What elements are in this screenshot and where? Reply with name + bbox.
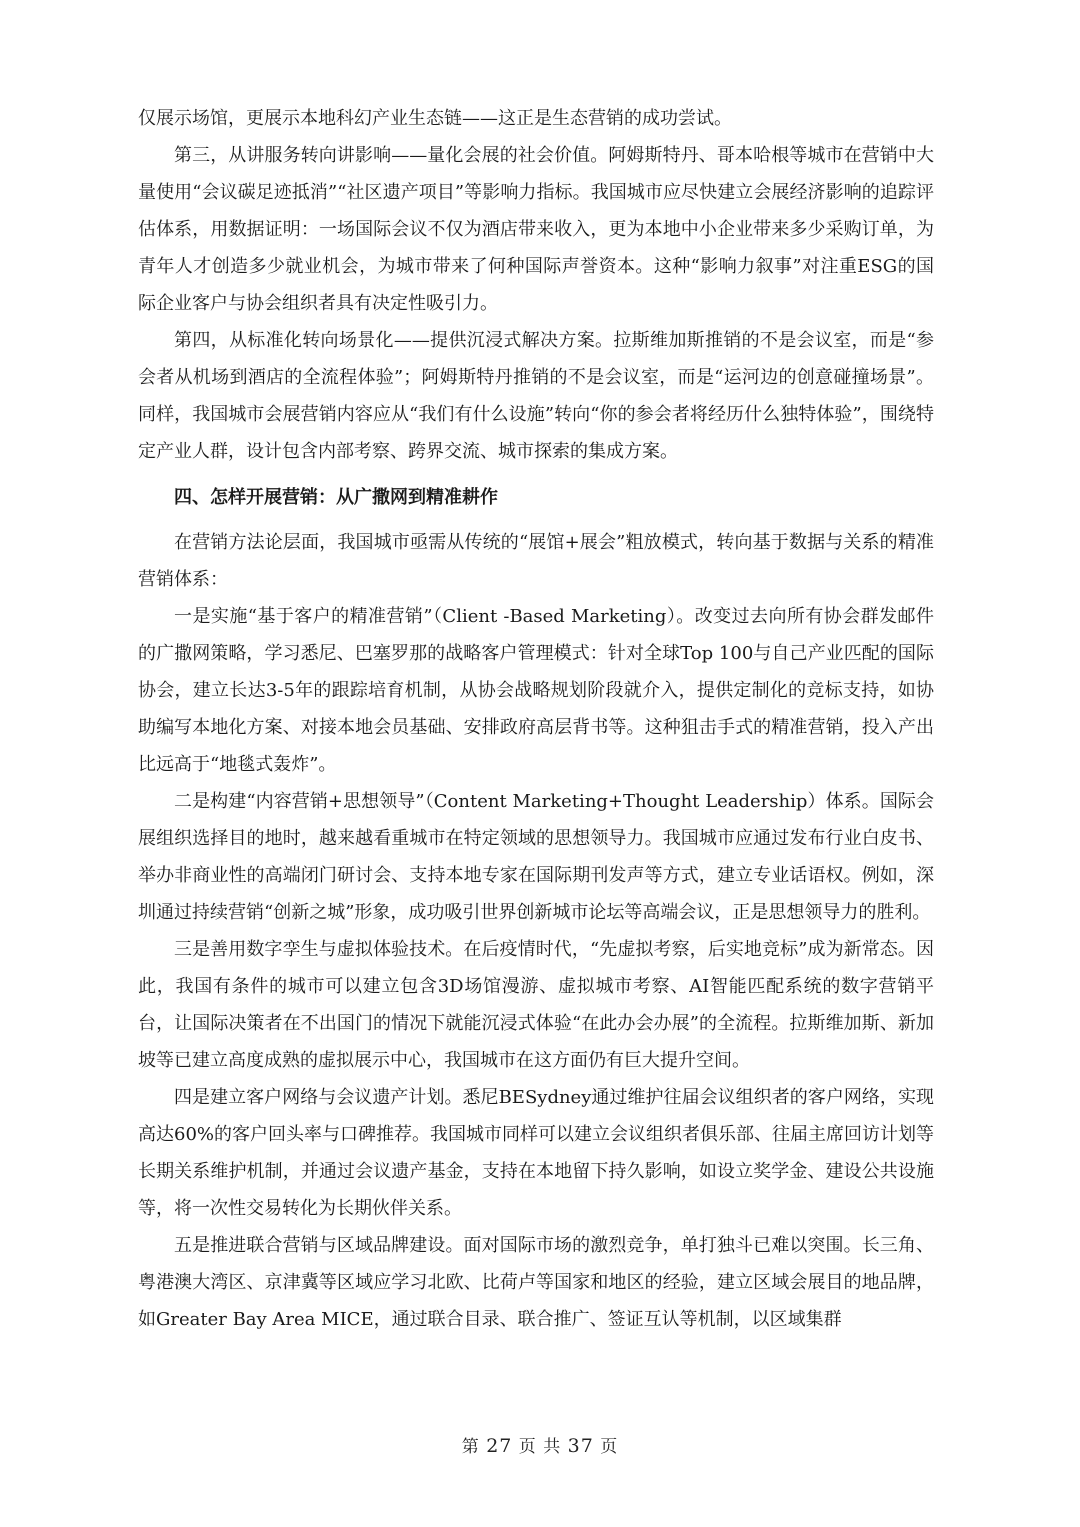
total-pages-number: 37 (567, 1435, 594, 1457)
footer-middle: 页 共 (518, 1437, 562, 1457)
paragraph: 三是善用数字孪生与虚拟体验技术。在后疫情时代，“先虚拟考察，后实地竞标”成为新常态。因此，我国有条件的城市可以建立包含3D场馆漫游、虚拟城市考察、AI智能匹配系统的数字营销平台，让国际决策者在不出国门的情况下就能沉浸式体验“在此办会办展”的全流程。拉斯维加斯、新加坡等已建立高度成熟的虚拟展示中心，我国城市在这方面仍有巨大提升空间。 (138, 939, 934, 1071)
footer-prefix: 第 (461, 1437, 480, 1457)
paragraph: 在营销方法论层面，我国城市亟需从传统的“展馆+展会”粗放模式，转向基于数据与关系的精准营销体系： (138, 532, 934, 590)
current-page-number: 27 (486, 1435, 513, 1457)
paragraph: 五是推进联合营销与区域品牌建设。面对国际市场的激烈竞争，单打独斗已难以突围。长三角、粤港澳大湾区、京津冀等区域应学习北欧、比荷卢等国家和地区的经验，建立区域会展目的地品牌，如Greater Bay Area MICE，通过联合目录、联合推广、签证互认等机制，以区域集群 (138, 1235, 934, 1330)
paragraph: 一是实施“基于客户的精准营销”（Client -Based Marketing）。改变过去向所有协会群发邮件的广撒网策略，学习悉尼、巴塞罗那的战略客户管理模式：针对全球Top 100与自己产业匹配的国际协会，建立长达3-5年的跟踪培育机制，从协会战略规划阶段就介入，提供定制化的竞标支持，如协助编写本地化方案、对接本地会员基础、安排政府高层背书等。这种狙击手式的精准营销，投入产出比远高于“地毯式轰炸”。 (138, 606, 934, 775)
page-footer (0, 1432, 1080, 1457)
footer-suffix: 页 (600, 1437, 619, 1457)
paragraph: 仅展示场馆，更展示本地科幻产业生态链——这正是生态营销的成功尝试。 (138, 108, 732, 129)
document-body (138, 100, 934, 1338)
paragraph: 第四，从标准化转向场景化——提供沉浸式解决方案。拉斯维加斯推销的不是会议室，而是“参会者从机场到酒店的全流程体验”；阿姆斯特丹推销的不是会议室，而是“运河边的创意碰撞场景”。同样，我国城市会展营销内容应从“我们有什么设施”转向“你的参会者将经历什么独特体验”，围绕特定产业人群，设计包含内部考察、跨界交流、城市探索的集成方案。 (138, 330, 934, 462)
paragraph: 二是构建“内容营销+思想领导”（Content Marketing+Thought Leadership）体系。国际会展组织选择目的地时，越来越看重城市在特定领域的思想领导力。我国城市应通过发布行业白皮书、举办非商业性的高端闭门研讨会、支持本地专家在国际期刊发声等方式，建立专业话语权。例如，深圳通过持续营销“创新之城”形象，成功吸引世界创新城市论坛等高端会议，正是思想领导力的胜利。 (138, 791, 934, 923)
paragraph: 四是建立客户网络与会议遗产计划。悉尼BESydney通过维护往届会议组织者的客户网络，实现高达60%的客户回头率与口碑推荐。我国城市同样可以建立会议组织者俱乐部、往届主席回访计划等长期关系维护机制，并通过会议遗产基金，支持在本地留下持久影响，如设立奖学金、建设公共设施等，将一次性交易转化为长期伙伴关系。 (138, 1087, 935, 1219)
paragraph: 第三，从讲服务转向讲影响——量化会展的社会价值。阿姆斯特丹、哥本哈根等城市在营销中大量使用“会议碳足迹抵消”“社区遗产项目”等影响力指标。我国城市应尽快建立会展经济影响的追踪评估体系，用数据证明：一场国际会议不仅为酒店带来收入，更为本地中小企业带来多少采购订单，为青年人才创造多少就业机会，为城市带来了何种国际声誉资本。这种“影响力叙事”对注重ESG的国际企业客户与协会组织者具有决定性吸引力。 (138, 145, 934, 314)
section-heading: 四、怎样开展营销：从广撒网到精准耕作 (174, 487, 498, 508)
